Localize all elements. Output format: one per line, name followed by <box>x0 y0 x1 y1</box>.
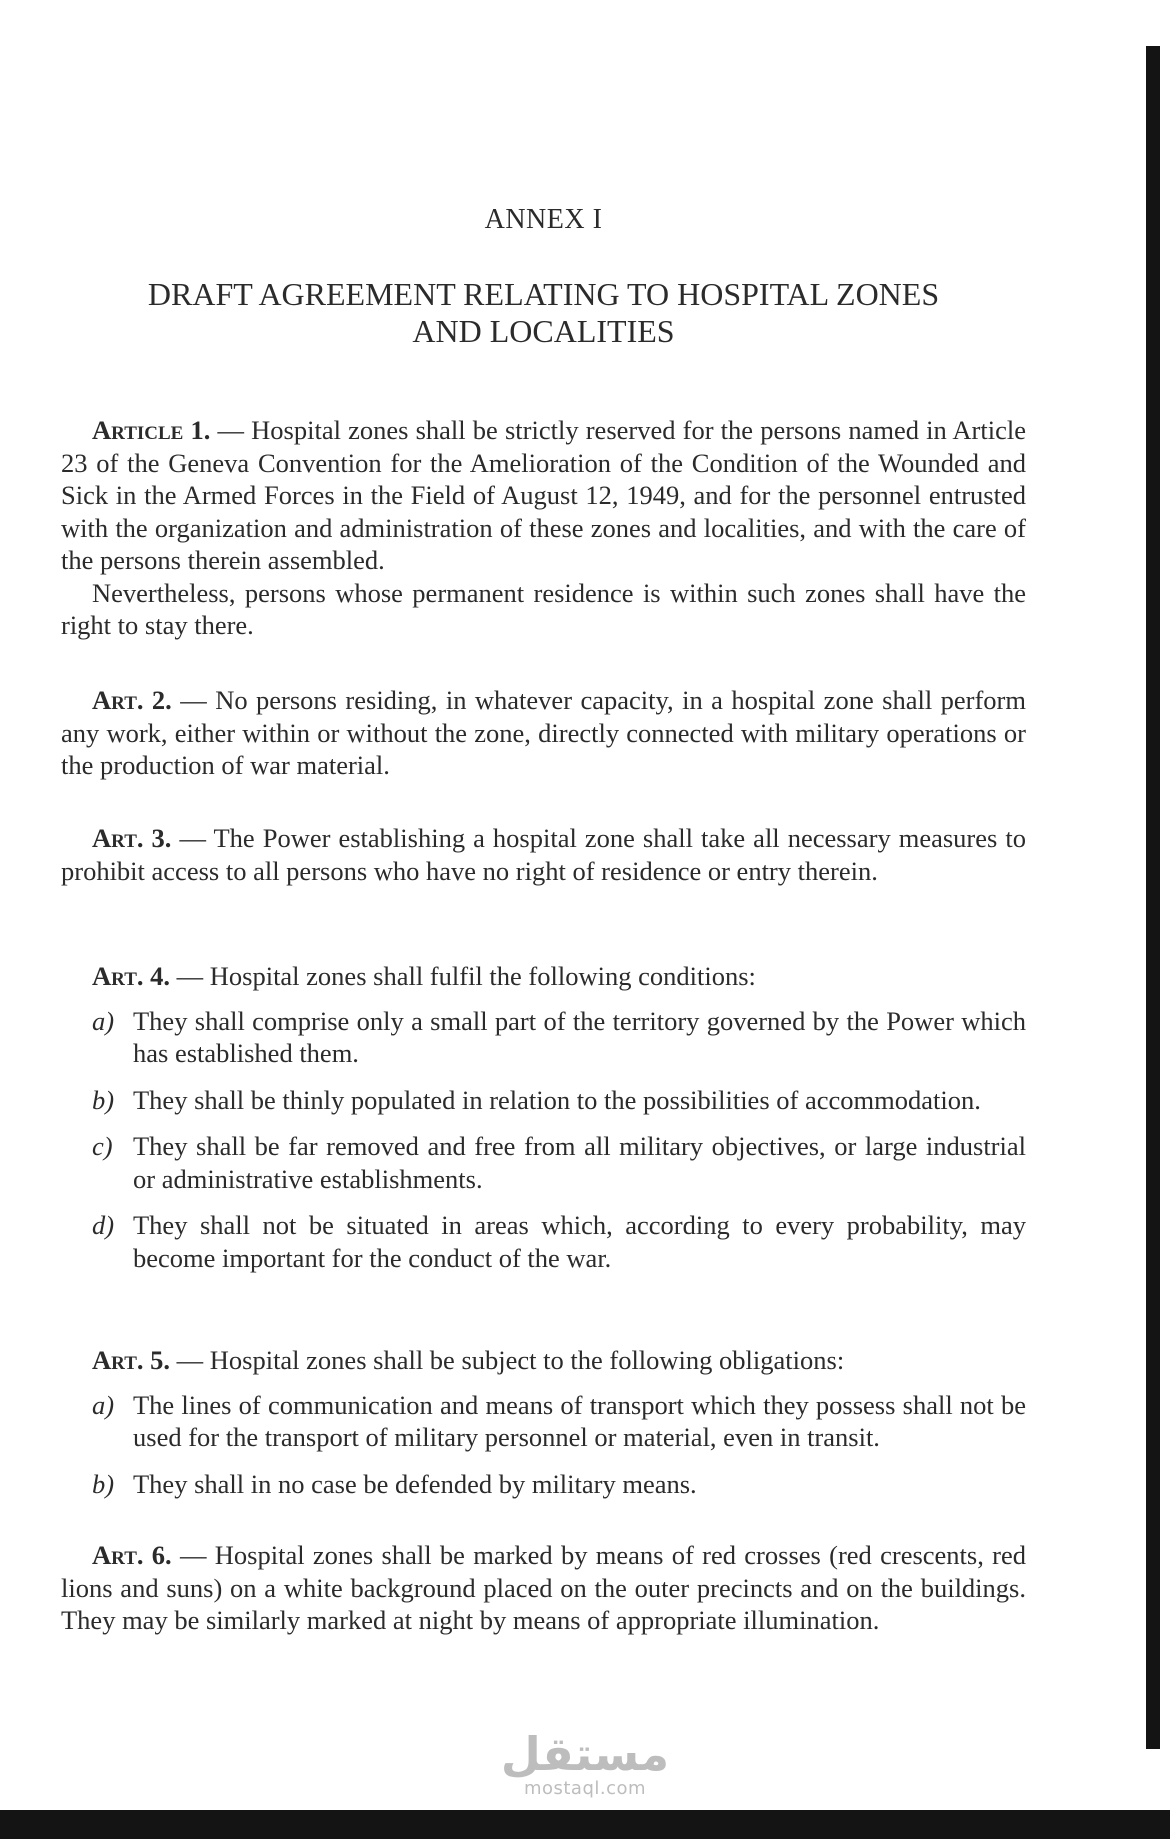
article-6-text: — Hospital zones shall be marked by means of red crosses (red crescents, red lions and suns) on a white background placed on the outer precincts and on the buildings. They may be similarly marked at night by means of appropriate illumination. <box>61 1540 1026 1635</box>
article-5-item-a <box>61 1389 1026 1454</box>
article-4-label: Art. 4. <box>92 961 170 991</box>
article-5-label: Art. 5. <box>92 1345 170 1375</box>
page-edge-bar-right <box>1146 46 1160 1749</box>
annex-heading: ANNEX I <box>484 204 603 235</box>
mostaql-watermark <box>440 1729 730 1799</box>
item-marker: a) <box>92 1005 115 1036</box>
article-5 <box>61 1344 1026 1500</box>
article-1-paragraph-2: Nevertheless, persons whose permanent residence is within such zones shall have the right to stay there. <box>61 577 1026 640</box>
item-text: They shall be thinly populated in relation to the possibilities of accommodation. <box>133 1084 981 1115</box>
article-6 <box>61 1539 1026 1637</box>
article-4-item-a <box>61 1005 1026 1070</box>
article-5-text: — Hospital zones shall be subject to the following obligations: <box>170 1345 845 1375</box>
article-6-paragraph <box>61 1539 1026 1637</box>
article-2-label: Art. 2. <box>92 685 172 715</box>
article-1-text: — Hospital zones shall be strictly reserved for the persons named in Article 23 of the Geneva Convention for the Amelioration of the Condition of the Wounded and Sick in the Armed Forces in the Field of August 12, 1949, and for the personnel entrusted with the organization and administration of these zones and localities, and with the care of the persons therein assembled. <box>61 415 1026 575</box>
article-5-item-b <box>61 1468 1026 1501</box>
article-4-item-d <box>61 1209 1026 1274</box>
title-line-2: AND LOCALITIES <box>412 313 675 349</box>
article-2 <box>61 684 1026 782</box>
item-marker: a) <box>92 1389 115 1420</box>
article-3 <box>61 822 1026 887</box>
item-text: They shall be far removed and free from all military objectives, or large industrial or administrative establishments. <box>133 1131 1026 1194</box>
page-edge-bar-bottom <box>0 1810 1170 1839</box>
document-title <box>60 276 1027 350</box>
article-1-paragraph <box>61 414 1026 577</box>
item-text: They shall comprise only a small part of the territory governed by the Power which has established them. <box>133 1005 1026 1068</box>
article-4-item-c <box>61 1130 1026 1195</box>
title-line-1: DRAFT AGREEMENT RELATING TO HOSPITAL ZONES <box>147 276 940 312</box>
article-4-item-b <box>61 1084 1026 1117</box>
article-2-paragraph <box>61 684 1026 782</box>
item-marker: b) <box>92 1468 115 1499</box>
item-text: They shall in no case be defended by military means. <box>133 1468 697 1499</box>
article-5-lead <box>61 1344 1026 1377</box>
item-text: They shall not be situated in areas which, according to every probability, may become important for the conduct of the war. <box>133 1210 1026 1273</box>
article-4-lead <box>61 960 1026 993</box>
item-marker: c) <box>92 1131 113 1161</box>
item-marker: d) <box>92 1210 115 1240</box>
article-6-label: Art. 6. <box>92 1540 172 1570</box>
article-3-text: — The Power establishing a hospital zone shall take all necessary measures to prohibit access to all persons who have no right of residence or entry therein. <box>61 823 1026 886</box>
article-1 <box>61 414 1026 642</box>
item-text: The lines of communication and means of transport which they possess shall not be used for the transport of military personnel or material, even in transit. <box>133 1389 1026 1452</box>
mostaql-logo-mark: مستقل <box>500 1727 670 1781</box>
article-2-text: — No persons residing, in whatever capacity, in a hospital zone shall perform any work, either within or without the zone, directly connected with military operations or the production of war material. <box>61 685 1026 780</box>
item-marker: b) <box>92 1084 115 1115</box>
article-3-label: Art. 3. <box>92 823 172 853</box>
article-3-paragraph <box>61 822 1026 887</box>
mostaql-site-label: mostaql.com <box>523 1778 647 1799</box>
article-4-text: — Hospital zones shall fulfil the following conditions: <box>170 961 756 991</box>
article-4 <box>61 960 1026 1274</box>
article-1-label: Article 1. <box>92 415 211 445</box>
